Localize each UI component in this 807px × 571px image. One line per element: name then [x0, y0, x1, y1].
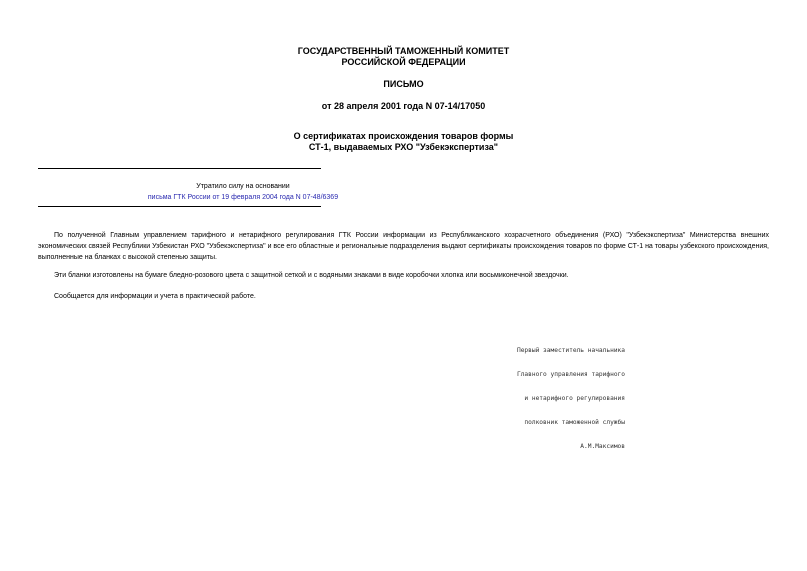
signatory-name: А.М.Максимов [580, 443, 625, 450]
authority-line-2: РОССИЙСКОЙ ФЕДЕРАЦИИ [341, 57, 466, 67]
paragraph-text: Сообщается для информации и учета в практической работе. [54, 293, 256, 300]
repealing-document-link[interactable]: письма ГТК России от 19 февраля 2004 года N 07-48/6369 [147, 194, 339, 201]
repeal-notice [38, 181, 448, 203]
paragraph-text: По полученной Главным управлением тарифного и нетарифного регулирования ГТК России информации из Республиканского хозрасчетного объединения (РХО) "Узбекэкспертиза" Министерства внешних экономических связей Республики Узбекистан РХО "Узбекэкспертиза" и все его областные и региональные подразделения выдают сертификаты происхождения товаров по форме СТ-1 на товары узбекского происхождения, выполненные на бланках с высокой степенью защиты. [38, 232, 769, 261]
document-date-number: от 28 апреля 2001 года N 07-14/17050 [321, 101, 486, 111]
status-divider-top [38, 168, 321, 169]
subject-line-2: СТ-1, выдаваемых РХО "Узбекэкспертиза" [308, 142, 499, 152]
issuing-authority [0, 46, 807, 68]
signatory-position-line-2: Главного управления тарифного [516, 371, 625, 378]
body-paragraph-1 [38, 230, 769, 263]
authority-line-1: ГОСУДАРСТВЕННЫЙ ТАМОЖЕННЫЙ КОМИТЕТ [297, 46, 510, 56]
status-divider-bottom [38, 206, 321, 207]
signature-block [470, 331, 625, 459]
document-subject [0, 131, 807, 153]
subject-line-1: О сертификатах происхождения товаров формы [293, 131, 514, 141]
paragraph-text: Эти бланки изготовлены на бумаге бледно-розового цвета с защитной сеткой и с водяными знаками в виде коробочки хлопка или восьмиконечной звездочки. [54, 272, 569, 279]
body-paragraph-2 [38, 270, 769, 281]
signatory-position-line-1: Первый заместитель начальника [516, 347, 625, 354]
signatory-rank: полковник таможенной службы [524, 419, 625, 426]
repeal-notice-text: Утратило силу на основании [196, 183, 290, 190]
signatory-position-line-3: и нетарифного регулирования [524, 395, 625, 402]
document-type: ПИСЬМО [383, 79, 424, 89]
body-paragraph-3 [38, 291, 769, 302]
